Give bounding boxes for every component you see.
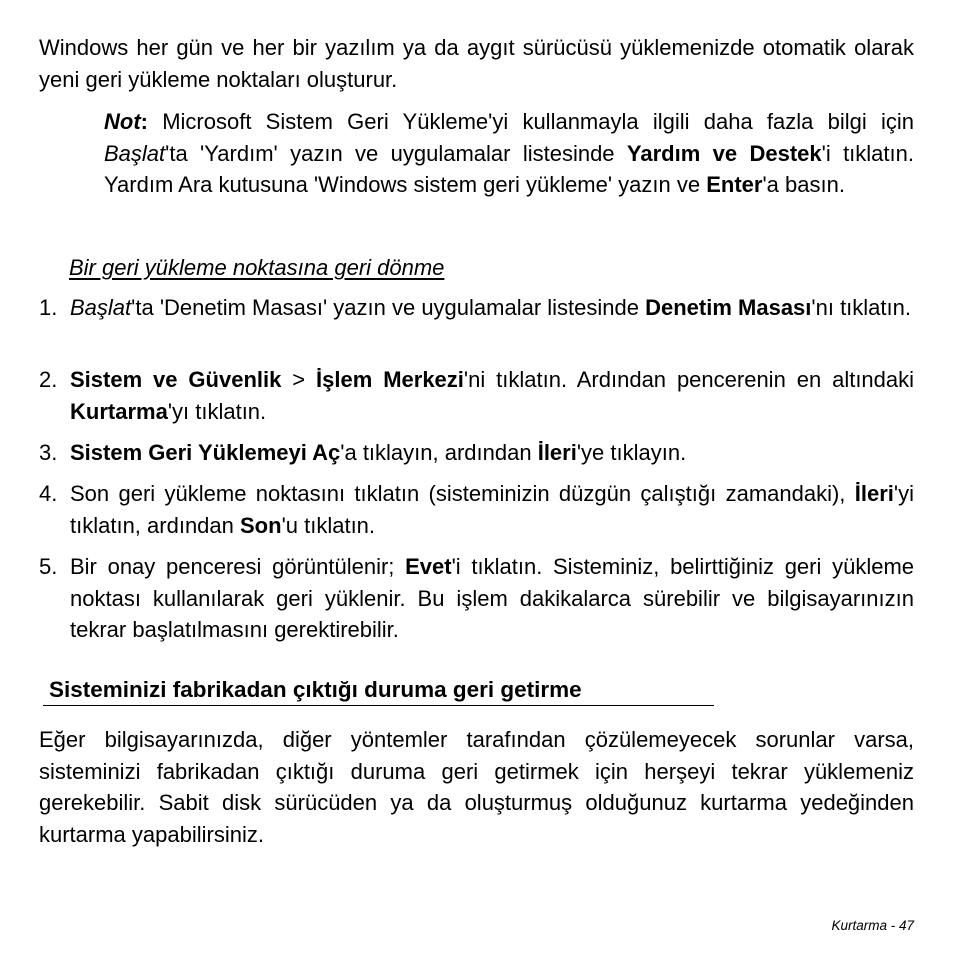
restore-point-subheading: Bir geri yükleme noktasına geri dönme [69, 255, 445, 280]
step-2 [39, 364, 914, 427]
intro-paragraph: Windows her gün ve her bir yazılım ya da aygıt sürücüsü yüklemenizde otomatik olarak yeni geri yükleme noktaları oluşturur. [39, 35, 914, 92]
step-number: 2. [39, 367, 58, 392]
step-4 [39, 478, 914, 541]
step-5 [39, 551, 914, 646]
step-text: Son geri yükleme noktasını tıklatın (sisteminizin düzgün çalıştığı zamandaki), İleri'yi tıklatın, ardından Son'u tıklatın. [70, 481, 914, 538]
step-1 [39, 292, 914, 324]
factory-reset-heading: Sisteminizi fabrikadan çıktığı duruma geri getirme [49, 677, 582, 702]
step-number: 4. [39, 481, 58, 506]
note-label: Not [104, 109, 141, 134]
note-paragraph: Not: Microsoft Sistem Geri Yükleme'yi kullanmayla ilgili daha fazla bilgi için Başlat'ta 'Yardım' yazın ve uygulamalar listesinde Yardım ve Destek'i tıklatın. Yardım Ara kutusuna 'Windows sistem geri yükleme' yazın ve Enter'a basın. [104, 109, 914, 198]
page-number: 47 [898, 918, 914, 933]
step-number: 3. [39, 440, 58, 465]
step-number: 5. [39, 554, 58, 579]
step-text: Sistem Geri Yüklemeyi Aç'a tıklayın, ardından İleri'ye tıklayın. [70, 440, 687, 465]
heading-underline [43, 705, 714, 706]
step-number: 1. [39, 295, 58, 320]
footer-section: Kurtarma [831, 918, 887, 933]
step-3 [39, 437, 914, 469]
factory-reset-paragraph: Eğer bilgisayarınızda, diğer yöntemler tarafından çözülemeyecek sorunlar varsa, sisteminizi fabrikadan çıktığı duruma geri getirmek için herşeyi tekrar yüklemeniz gerekebilir. Sabit disk sürücüden ya da oluşturmuş olduğunuz kurtarma yedeğinden kurtarma yapabilirsiniz. [39, 727, 914, 848]
page-footer: Kurtarma - 47 [831, 918, 914, 933]
step-text: Sistem ve Güvenlik > İşlem Merkezi'ni tıklatın. Ardından pencerenin en altındaki Kurtarma'yı tıklatın. [70, 367, 915, 424]
step-text: Bir onay penceresi görüntülenir; Evet'i tıklatın. Sisteminiz, belirttiğiniz geri yükleme noktası kullanılarak geri yüklenir. Bu işlem dakikalarca sürebilir ve bilgisayarınızın tekrar başlatılmasını gerektirebilir. [70, 554, 915, 643]
step-text: Başlat'ta 'Denetim Masası' yazın ve uygulamalar listesinde Denetim Masası'nı tıklatın. [70, 295, 911, 320]
